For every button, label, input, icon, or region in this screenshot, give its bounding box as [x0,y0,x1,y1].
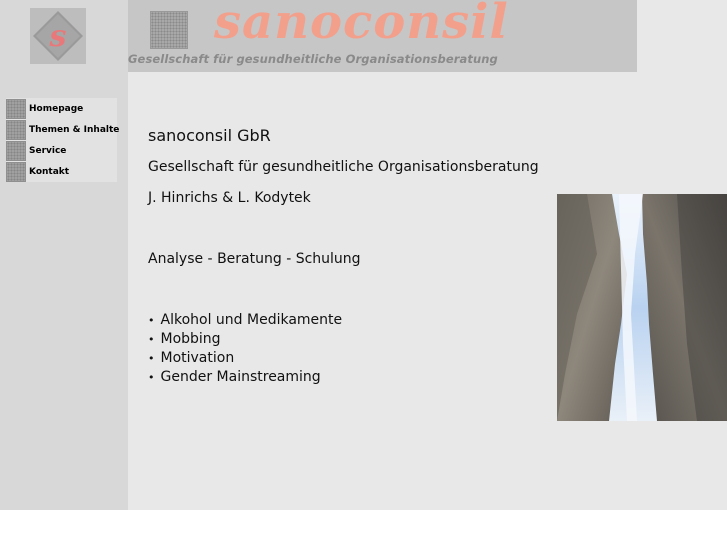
page-title: sanoconsil GbR [148,126,271,145]
list-item: • Motivation [148,349,342,368]
nav-item-label: Service [29,145,67,156]
nav-bullet-icon [6,99,26,119]
nav-item-service[interactable] [6,140,117,161]
page-subtitle: Gesellschaft für gesundheitliche Organisationsberatung [148,159,539,175]
nav-item-themen[interactable] [6,119,120,140]
canyon-photo [557,194,727,421]
services-text: Analyse - Beratung - Schulung [148,251,361,267]
nav-item-label: Kontakt [29,166,70,177]
list-item: • Alkohol und Medikamente [148,311,342,330]
main-nav [6,98,120,182]
nav-item-label: Themen & Inhalte [29,124,120,135]
list-item: • Mobbing [148,330,342,349]
nav-item-label: Homepage [29,103,84,114]
canyon-photo-image [557,194,727,421]
logo-diamond-icon [30,8,86,64]
brand-name: sanoconsil [214,0,509,50]
nav-bullet-icon [6,141,26,161]
nav-bullet-icon [6,120,26,140]
owners-text: J. Hinrichs & L. Kodytek [148,190,311,206]
logo-letter: s [49,19,67,54]
nav-bullet-icon [6,162,26,182]
brand-tagline: Gesellschaft für gesundheitliche Organisationsberatung [128,52,498,66]
topic-list [148,311,342,387]
nav-item-homepage[interactable] [6,98,117,119]
banner-square-icon [150,11,188,49]
logo[interactable] [30,8,86,64]
list-item: • Gender Mainstreaming [148,368,342,387]
sidebar [0,0,128,510]
nav-item-kontakt[interactable] [6,161,117,182]
